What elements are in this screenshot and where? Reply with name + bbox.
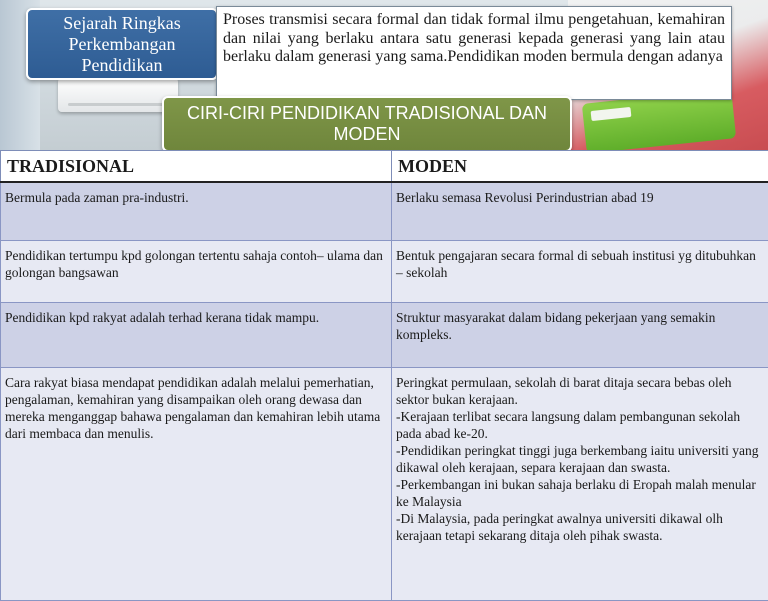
header-moden: MODEN <box>392 151 768 183</box>
cell-text: Bentuk pengajaran secara formal di sebuah institusi yg ditubuhkan – sekolah <box>396 247 764 281</box>
cell-text: Pendidikan tertumpu kpd golongan tertentu sahaja contoh– ulama dan golongan bangsawan <box>5 247 387 281</box>
cell-text: Bermula pada zaman pra-industri. <box>5 189 387 206</box>
cell-moden <box>392 303 768 368</box>
cell-text: Berlaku semasa Revolusi Perindustrian abad 19 <box>396 189 764 206</box>
section-heading: CIRI-CIRI PENDIDIKAN TRADISIONAL DAN MODEN <box>177 103 557 145</box>
cell-moden <box>392 368 768 601</box>
cell-tradisional <box>1 241 392 303</box>
cell-tradisional <box>1 303 392 368</box>
cell-text: Struktur masyarakat dalam bidang pekerjaan yang semakin kompleks. <box>396 309 764 343</box>
table-row <box>1 241 768 303</box>
cell-moden <box>392 241 768 303</box>
cell-text: -Kerajaan terlibat secara langsung dalam pembangunan sekolah pada abad ke-20. <box>396 408 764 442</box>
description-box <box>216 6 732 100</box>
cell-text: -Pendidikan peringkat tinggi juga berkembang iaitu universiti yang dikawal oleh kerajaan, separa kerajaan dan swasta. <box>396 442 764 476</box>
header-tradisional: TRADISIONAL <box>1 151 392 183</box>
cell-tradisional <box>1 182 392 241</box>
cell-text: -Perkembangan ini bukan sahaja berlaku di Eropah malah menular ke Malaysia <box>396 476 764 510</box>
cell-text: -Di Malaysia, pada peringkat awalnya universiti dikawal olh kerajaan tetapi sekarang ditaja oleh pihak swasta. <box>396 510 764 544</box>
background-air-conditioner <box>58 78 178 112</box>
slide-title: Sejarah Ringkas Perkembangan Pendidikan <box>42 13 202 76</box>
section-heading-box <box>162 96 572 152</box>
table-row <box>1 303 768 368</box>
table-header-row <box>1 151 768 183</box>
table-row <box>1 182 768 241</box>
cell-text: Peringkat permulaan, sekolah di barat ditaja secara bebas oleh sektor bukan kerajaan. <box>396 374 764 408</box>
cell-text: Pendidikan kpd rakyat adalah terhad kerana tidak mampu. <box>5 309 387 326</box>
cell-tradisional <box>1 368 392 601</box>
comparison-table <box>0 150 768 601</box>
cell-moden <box>392 182 768 241</box>
cell-text: Cara rakyat biasa mendapat pendidikan adalah melalui pemerhatian, pengalaman, kemahiran yang disampaikan oleh orang dewasa dan mereka menganggap bahawa pengalaman dan kemahiran lebih utama dari membaca dan menulis. <box>5 374 387 442</box>
slide-title-box <box>26 8 218 80</box>
description-text: Proses transmisi secara formal dan tidak formal ilmu pengetahuan, kemahiran dan nilai yang berlaku antara satu generasi kepada generasi yang lain atau berlaku dalam generasi yang sama.Pendidikan moden bermula dengan adanya <box>223 11 725 67</box>
table-row <box>1 368 768 601</box>
